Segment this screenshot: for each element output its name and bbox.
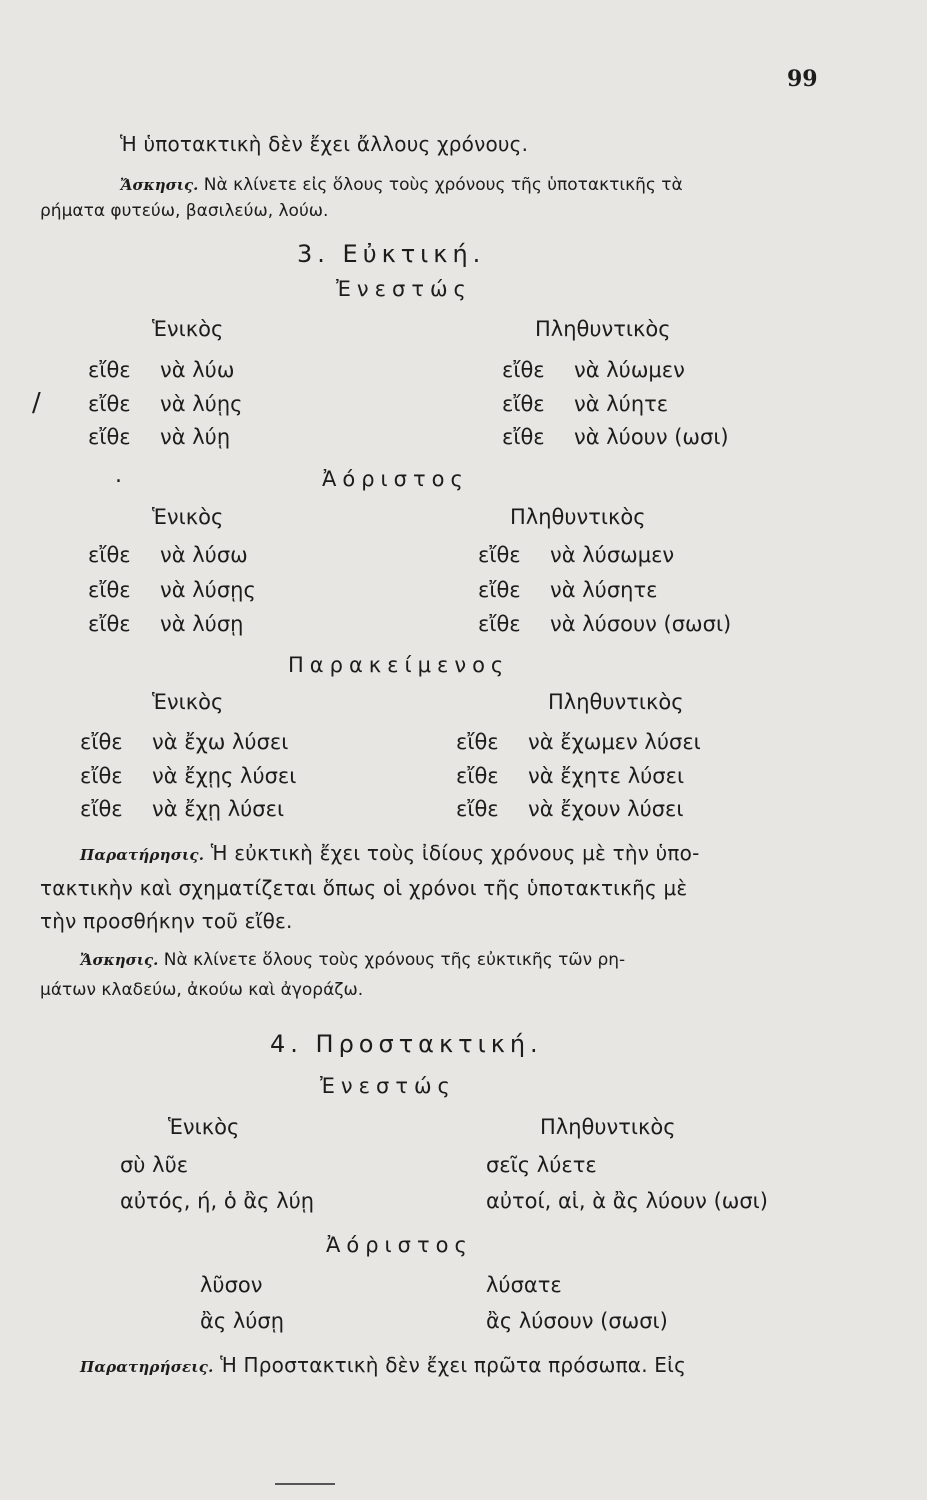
s3-present-singular-2: εἴθε νὰ λύῃς: [88, 392, 243, 416]
s4-aorist-plural-1: λύσατε: [486, 1273, 562, 1297]
observation-1-label: Παρατήρησις.: [80, 846, 205, 864]
s4-aorist-title: Ἀόριστος: [326, 1233, 473, 1257]
s3-perfect-singular-1: εἴθε νὰ ἔχω λύσει: [80, 730, 289, 754]
exercise-2-text-1: Νὰ κλίνετε ὅλους τοὺς χρόνους τῆς εὐκτικῆς τῶν ρη-: [163, 950, 626, 970]
s4-present-plural-head: Πληθυντικὸς: [540, 1115, 676, 1139]
exercise-2-label: Ἄσκησις.: [80, 951, 159, 969]
exercise-1-line-1: [120, 175, 683, 195]
s3-aorist-singular-head: Ἑνικὸς: [152, 505, 224, 529]
exercise-2-line-1: [80, 950, 625, 970]
s3-perfect-plural-1: εἴθε νὰ ἔχωμεν λύσει: [456, 730, 701, 754]
s3-present-plural-head: Πληθυντικὸς: [535, 317, 671, 341]
s4-present-plural-1: σεῖς λύετε: [486, 1153, 597, 1177]
s3-present-singular-3: εἴθε νὰ λύῃ: [88, 425, 231, 449]
observation-1-text-1: Ἡ εὐκτικὴ ἔχει τοὺς ἰδίους χρόνους μὲ τὴν ὑπο-: [210, 841, 700, 865]
section-3-title: 3. Εὐκτική.: [297, 240, 486, 268]
s3-aorist-singular-1: εἴθε νὰ λύσω: [88, 543, 248, 567]
margin-dot-mark: .: [115, 463, 122, 488]
s4-aorist-singular-1: λῦσον: [200, 1273, 263, 1297]
s3-present-singular-1: εἴθε νὰ λύω: [88, 358, 235, 382]
exercise-1-label: Ἄσκησις.: [120, 176, 199, 194]
s3-present-plural-3: εἴθε νὰ λύουν (ωσι): [502, 425, 729, 449]
s4-present-singular-1: σὺ λῦε: [120, 1153, 189, 1177]
s3-aorist-plural-3: εἴθε νὰ λύσουν (σωσι): [478, 612, 732, 636]
s4-aorist-plural-2: ἂς λύσουν (σωσι): [486, 1309, 668, 1333]
s3-aorist-singular-2: εἴθε νὰ λύσῃς: [88, 578, 256, 602]
s3-aorist-plural-1: εἴθε νὰ λύσωμεν: [478, 543, 675, 567]
s3-perfect-singular-3: εἴθε νὰ ἔχῃ λύσει: [80, 797, 285, 821]
s4-present-singular-head: Ἑνικὸς: [168, 1115, 240, 1139]
s3-perfect-singular-2: εἴθε νὰ ἔχῃς λύσει: [80, 764, 297, 788]
s4-present-title: Ἐνεστώς: [320, 1074, 456, 1098]
bottom-rule: [275, 1483, 335, 1485]
s3-perfect-title: Παρακείμενος: [288, 653, 510, 677]
s3-perfect-plural-2: εἴθε νὰ ἔχητε λύσει: [456, 764, 685, 788]
observation-2-line-1: [80, 1353, 686, 1377]
observation-2-label: Παρατηρήσεις.: [80, 1358, 214, 1376]
s3-perfect-plural-head: Πληθυντικὸς: [548, 690, 684, 714]
s3-aorist-plural-head: Πληθυντικὸς: [510, 505, 646, 529]
s3-present-singular-head: Ἑνικὸς: [152, 317, 224, 341]
s3-present-plural-2: εἴθε νὰ λύητε: [502, 392, 669, 416]
s3-perfect-plural-3: εἴθε νὰ ἔχουν λύσει: [456, 797, 684, 821]
s4-present-plural-2: αὐτοί, αἱ, ὰ ἂς λύουν (ωσι): [486, 1189, 768, 1213]
s3-aorist-singular-3: εἴθε νὰ λύσῃ: [88, 612, 244, 636]
s3-aorist-title: Ἀόριστος: [322, 467, 469, 491]
s4-present-singular-2: αὐτός, ή, ὁ ἂς λύῃ: [120, 1189, 315, 1213]
exercise-2-line-2: μάτων κλαδεύω, ἀκούω καὶ ἀγοράζω.: [40, 980, 364, 1000]
section-4-title: 4. Προστακτική.: [270, 1030, 543, 1058]
s4-aorist-singular-2: ἂς λύσῃ: [200, 1309, 285, 1333]
margin-slash-mark: /: [32, 388, 41, 418]
exercise-1-text-1: Νὰ κλίνετε εἰς ὅλους τοὺς χρόνους τῆς ὑποτακτικῆς τὰ: [203, 175, 683, 195]
observation-1-line-3: τὴν προσθήκην τοῦ εἴθε.: [40, 909, 293, 933]
observation-1-line-2: τακτικὴν καὶ σχηματίζεται ὅπως οἱ χρόνοι τῆς ὑποτακτικῆς μὲ: [40, 876, 688, 900]
observation-2-text-1: Ἡ Προστακτικὴ δὲν ἔχει πρῶτα πρόσωπα. Εἰς: [220, 1353, 687, 1377]
exercise-1-line-2: ρήματα φυτεύω, βασιλεύω, λούω.: [40, 201, 329, 221]
s3-aorist-plural-2: εἴθε νὰ λύσητε: [478, 578, 658, 602]
s3-perfect-singular-head: Ἑνικὸς: [152, 690, 224, 714]
s3-present-plural-1: εἴθε νὰ λύωμεν: [502, 358, 685, 382]
s3-present-title: Ἐνεστώς: [336, 277, 472, 301]
page-number: 99: [787, 66, 818, 92]
intro-line: Ἡ ὑποτακτικὴ δὲν ἔχει ἄλλους χρόνους.: [120, 132, 529, 156]
observation-1-line-1: [80, 841, 700, 865]
